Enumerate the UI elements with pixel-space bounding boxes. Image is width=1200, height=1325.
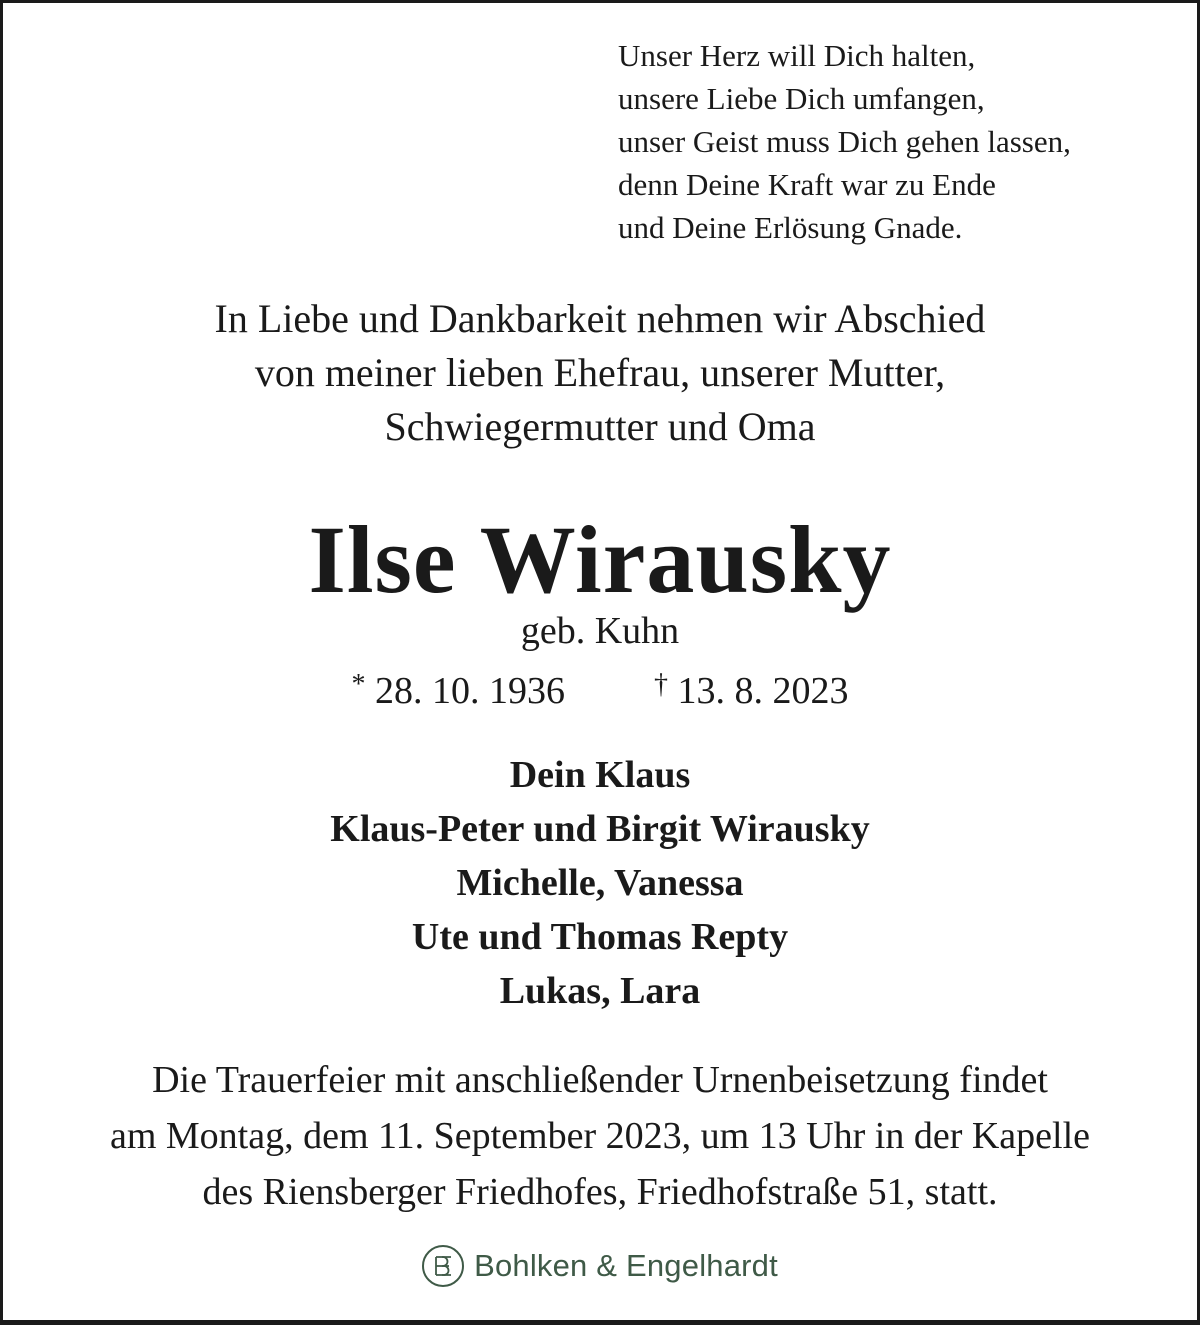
ceremony-line: des Riensberger Friedhofes, Friedhofstraße 51, statt. <box>202 1171 998 1213</box>
ceremony-info <box>0 1052 1200 1220</box>
born-name: geb. Kuhn <box>520 610 680 652</box>
logo-text: Bohlken & Engelhardt <box>474 1248 778 1283</box>
death-symbol: † <box>654 669 668 700</box>
mourner-line: Lukas, Lara <box>499 970 701 1012</box>
birth-date: 28. 10. 1936 <box>375 670 565 712</box>
poem-line: Unser Herz will Dich halten, <box>618 38 976 73</box>
death-date: 13. 8. 2023 <box>677 670 849 712</box>
mourner-line: Ute und Thomas Repty <box>411 916 789 958</box>
intro-text <box>0 292 1200 454</box>
funeral-home-logo <box>0 1238 1200 1294</box>
life-dates <box>0 660 1200 716</box>
ceremony-line: Die Trauerfeier mit anschließender Urnenbeisetzung findet <box>152 1059 1048 1101</box>
poem-line: denn Deine Kraft war zu Ende <box>618 167 996 202</box>
ceremony-line: am Montag, dem 11. September 2023, um 13 Uhr in der Kapelle <box>109 1115 1091 1157</box>
poem-line: unser Geist muss Dich gehen lassen, <box>618 124 1071 159</box>
intro-line: In Liebe und Dankbarkeit nehmen wir Abschied <box>214 296 986 341</box>
mourners <box>0 748 1200 1018</box>
mourner-line: Michelle, Vanessa <box>456 862 744 904</box>
poem <box>618 34 1071 249</box>
poem-line: unsere Liebe Dich umfangen, <box>618 81 985 116</box>
intro-line: Schwiegermutter und Oma <box>384 404 816 449</box>
mourner-line: Klaus-Peter und Birgit Wirausky <box>330 808 870 850</box>
birth-symbol: * <box>351 669 366 700</box>
be-monogram-icon <box>422 1245 464 1287</box>
intro-line: von meiner lieben Ehefrau, unserer Mutter, <box>254 350 946 395</box>
poem-line: und Deine Erlösung Gnade. <box>618 210 963 245</box>
mourner-line: Dein Klaus <box>509 754 691 796</box>
deceased-name: Ilse Wirausky <box>308 506 892 613</box>
